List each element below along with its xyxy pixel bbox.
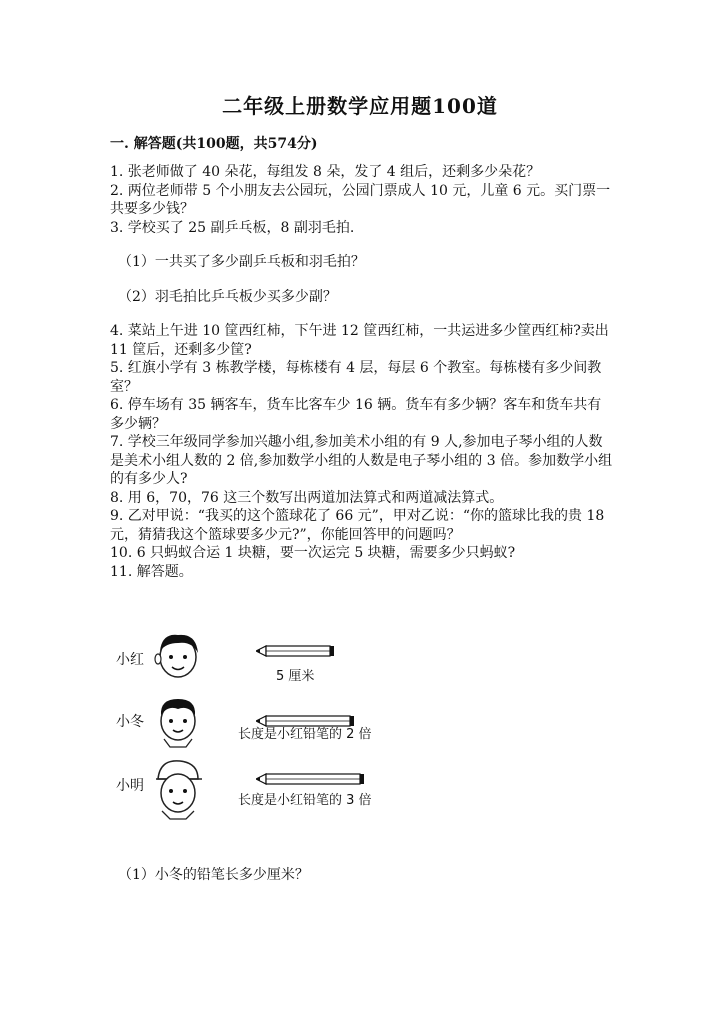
girl-face-icon (148, 629, 208, 681)
boy-face-icon (148, 695, 208, 751)
question-4: 4. 菜站上午进 10 筐西红柿，下午进 12 筐西红柿，一共运进多少筐西红柿?卖出 11 筐后，还剩多少筐? (110, 323, 609, 358)
question-list (110, 163, 615, 581)
name-label: 小冬 (116, 714, 144, 730)
name-label: 小明 (116, 778, 144, 794)
question-3-sub-1: （1）一共买了多少副乒乓板和羽毛拍？ (118, 254, 365, 270)
question-8: 8. 用 6，70，76 这三个数写出两道加法算式和两道减法算式。 (110, 489, 504, 506)
section-heading: 一. 解答题(共100题，共574分) (110, 136, 318, 152)
question-5: 5. 红旗小学有 3 栋教学楼，每栋楼有 4 层，每层 6 个教室。每栋楼有多少间教室？ (110, 360, 602, 395)
question-3: 3. 学校买了 25 副乒乓板，8 副羽毛拍. (110, 219, 355, 236)
question-11: 11. 解答题。 (110, 563, 193, 580)
question-11-sub-1: （1）小冬的铅笔长多少厘米？ (118, 867, 309, 883)
pencil-length-label: 长度是小红铅笔的 3 倍 (238, 793, 372, 808)
pencil-icon (256, 645, 336, 657)
pencil-length-label: 长度是小红铅笔的 2 倍 (238, 727, 372, 742)
question-10: 10. 6 只蚂蚁合运 1 块糖，要一次运完 5 块糖，需要多少只蚂蚁? (110, 545, 516, 561)
figure-row-xiaoming (110, 757, 440, 827)
question-9: 9. 乙对甲说：“我买的这个篮球花了 66 元”，甲对乙说：“你的篮球比我的贵 18 元，猜猜我这个篮球要多少元?”，你能回答甲的问题吗？ (110, 508, 605, 543)
question-2: 2. 两位老师带 5 个小朋友去公园玩，公园门票成人 10 元，儿童 6 元。买门票一共要多少钱？ (110, 182, 611, 217)
question-3-sub-2: （2）羽毛拍比乒乓板少买多少副？ (118, 288, 337, 305)
question-6: 6. 停车场有 35 辆客车，货车比客车少 16 辆。货车有多少辆？客车和货车共有多少辆？ (110, 397, 602, 432)
question-1: 1. 张老师做了 40 朵花，每组发 8 朵，发了 4 组后，还剩多少朵花？ (110, 164, 541, 180)
figure-row-xiaohong (110, 625, 440, 685)
name-label: 小红 (116, 652, 144, 668)
figure-row-xiaodong (110, 693, 440, 753)
question-7: 7. 学校三年级同学参加兴趣小组,参加美术小组的有 9 人,参加电子琴小组的人数是美术小组人数的 2 倍,参加数学小组的人数是电子琴小组的 3 倍。参加数学小组的有多少人? (110, 434, 613, 487)
boy-with-cap-icon (148, 757, 208, 823)
page-title: 二年级上册数学应用题100道 (222, 94, 498, 118)
pencil-length-label: 5 厘米 (276, 669, 315, 684)
pencil-icon (256, 773, 366, 785)
pencil-figure (110, 625, 440, 835)
